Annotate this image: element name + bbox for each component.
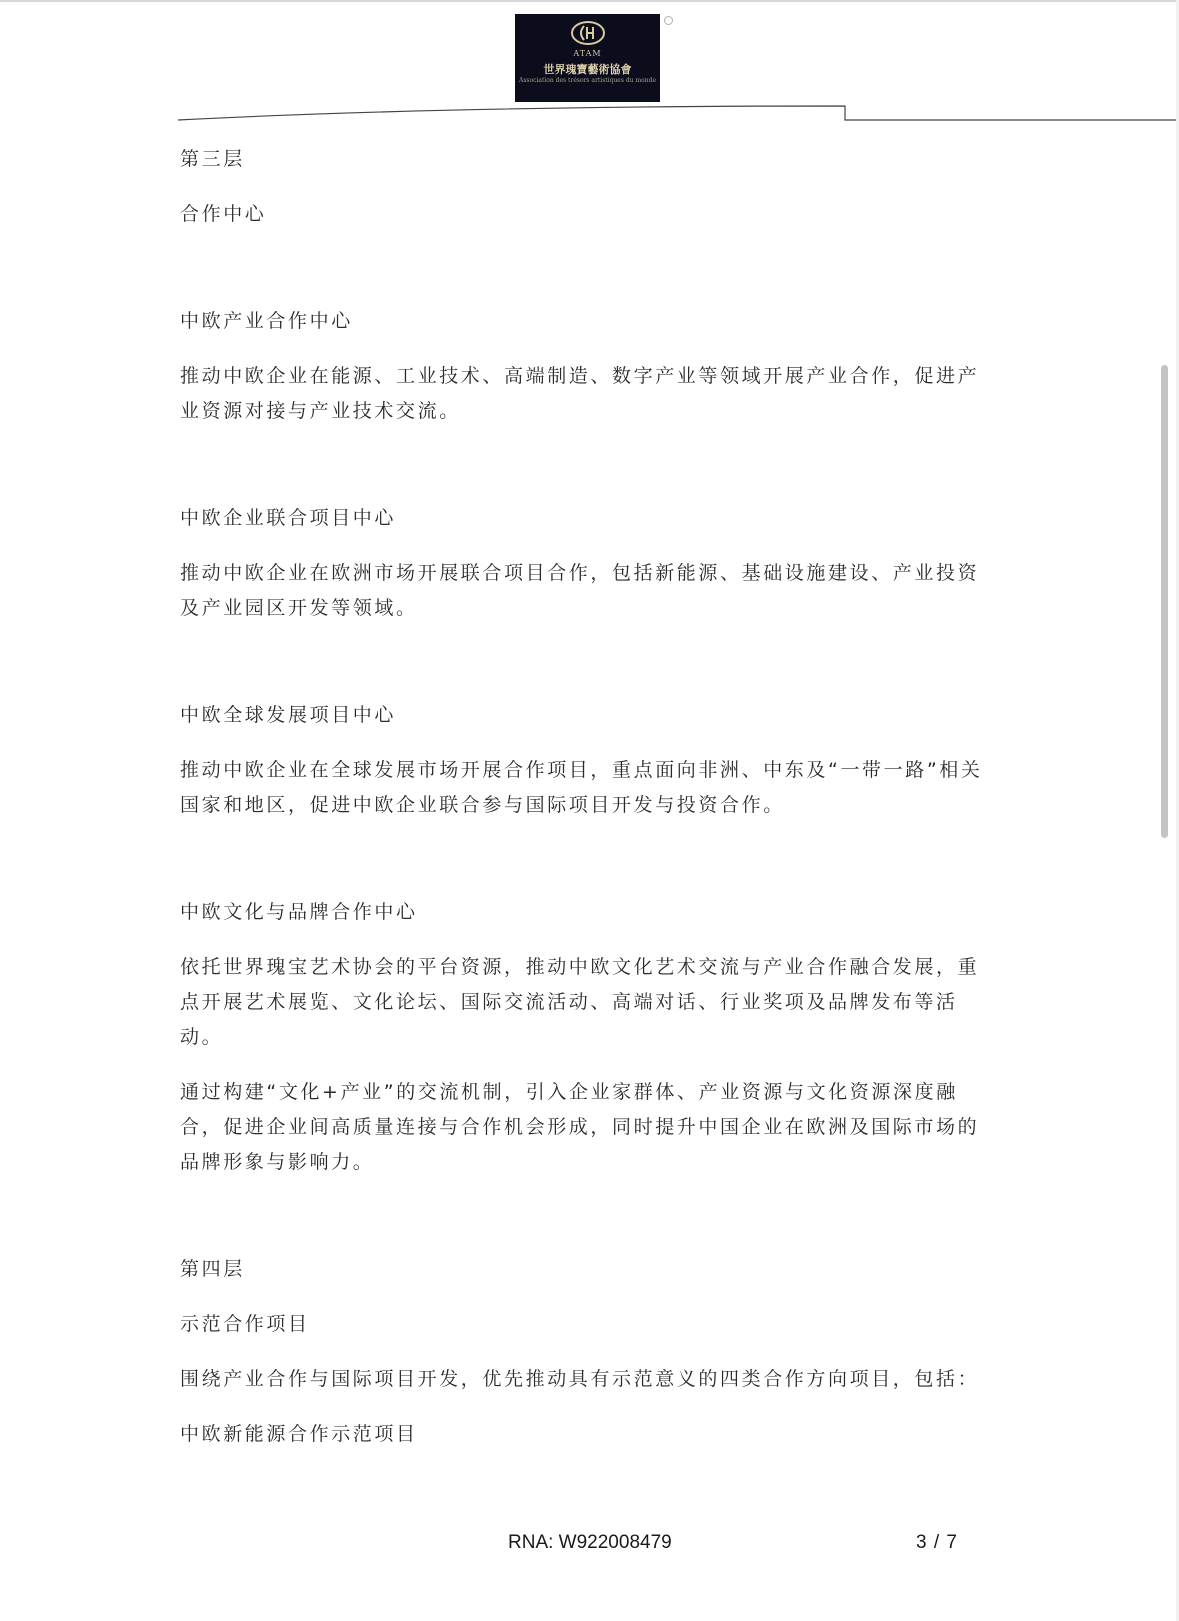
center-title: 中欧企业联合项目中心 xyxy=(180,507,397,529)
center-description: 依托世界瑰宝艺术协会的平台资源，推动中欧文化艺术交流与产业合作融合发展，重点开展艺术展览、文化论坛、国际交流活动、高端对话、行业奖项及品牌发布等活动。 xyxy=(180,956,980,1048)
logo-abbreviation: ATAM xyxy=(573,49,602,58)
document-body xyxy=(180,142,985,1452)
logo-emblem-icon xyxy=(570,20,606,46)
page-number: 3 / 7 xyxy=(916,1532,958,1553)
vertical-scrollbar[interactable] xyxy=(1161,365,1168,838)
layer4-intro: 围绕产业合作与国际项目开发，优先推动具有示范意义的四类合作方向项目，包括： xyxy=(180,1368,980,1390)
layer4-heading: 第四层 xyxy=(180,1258,245,1280)
center-title: 中欧全球发展项目中心 xyxy=(180,704,397,726)
registered-mark-icon xyxy=(664,16,673,25)
center-description: 通过构建“文化+产业”的交流机制，引入企业家群体、产业资源与文化资源深度融合，促进企业间高质量连接与合作机会形成，同时提升中国企业在欧洲及国际市场的品牌形象与影响力。 xyxy=(180,1081,980,1173)
project-item: 中欧新能源合作示范项目 xyxy=(180,1423,418,1445)
logo-french-name: Association des trésors artistiques du monde xyxy=(518,77,657,84)
layer3-heading: 第三层 xyxy=(180,148,245,170)
center-title: 中欧产业合作中心 xyxy=(180,310,353,332)
center-description: 推动中欧企业在能源、工业技术、高端制造、数字产业等领域开展产业合作，促进产业资源对接与产业技术交流。 xyxy=(180,365,980,422)
layer4-subheading: 示范合作项目 xyxy=(180,1313,310,1335)
header-divider xyxy=(0,102,1176,127)
center-description: 推动中欧企业在欧洲市场开展联合项目合作，包括新能源、基础设施建设、产业投资及产业园区开发等领域。 xyxy=(180,562,980,619)
layer3-subheading: 合作中心 xyxy=(180,203,267,225)
association-logo xyxy=(515,14,660,102)
center-description: 推动中欧企业在全球发展市场开展合作项目，重点面向非洲、中东及“一带一路”相关国家和地区，促进中欧企业联合参与国际项目开发与投资合作。 xyxy=(180,759,983,816)
center-title: 中欧文化与品牌合作中心 xyxy=(180,901,418,923)
logo-chinese-name: 世界瑰寶藝術協會 xyxy=(543,63,632,76)
rna-number: RNA: W922008479 xyxy=(508,1532,672,1553)
